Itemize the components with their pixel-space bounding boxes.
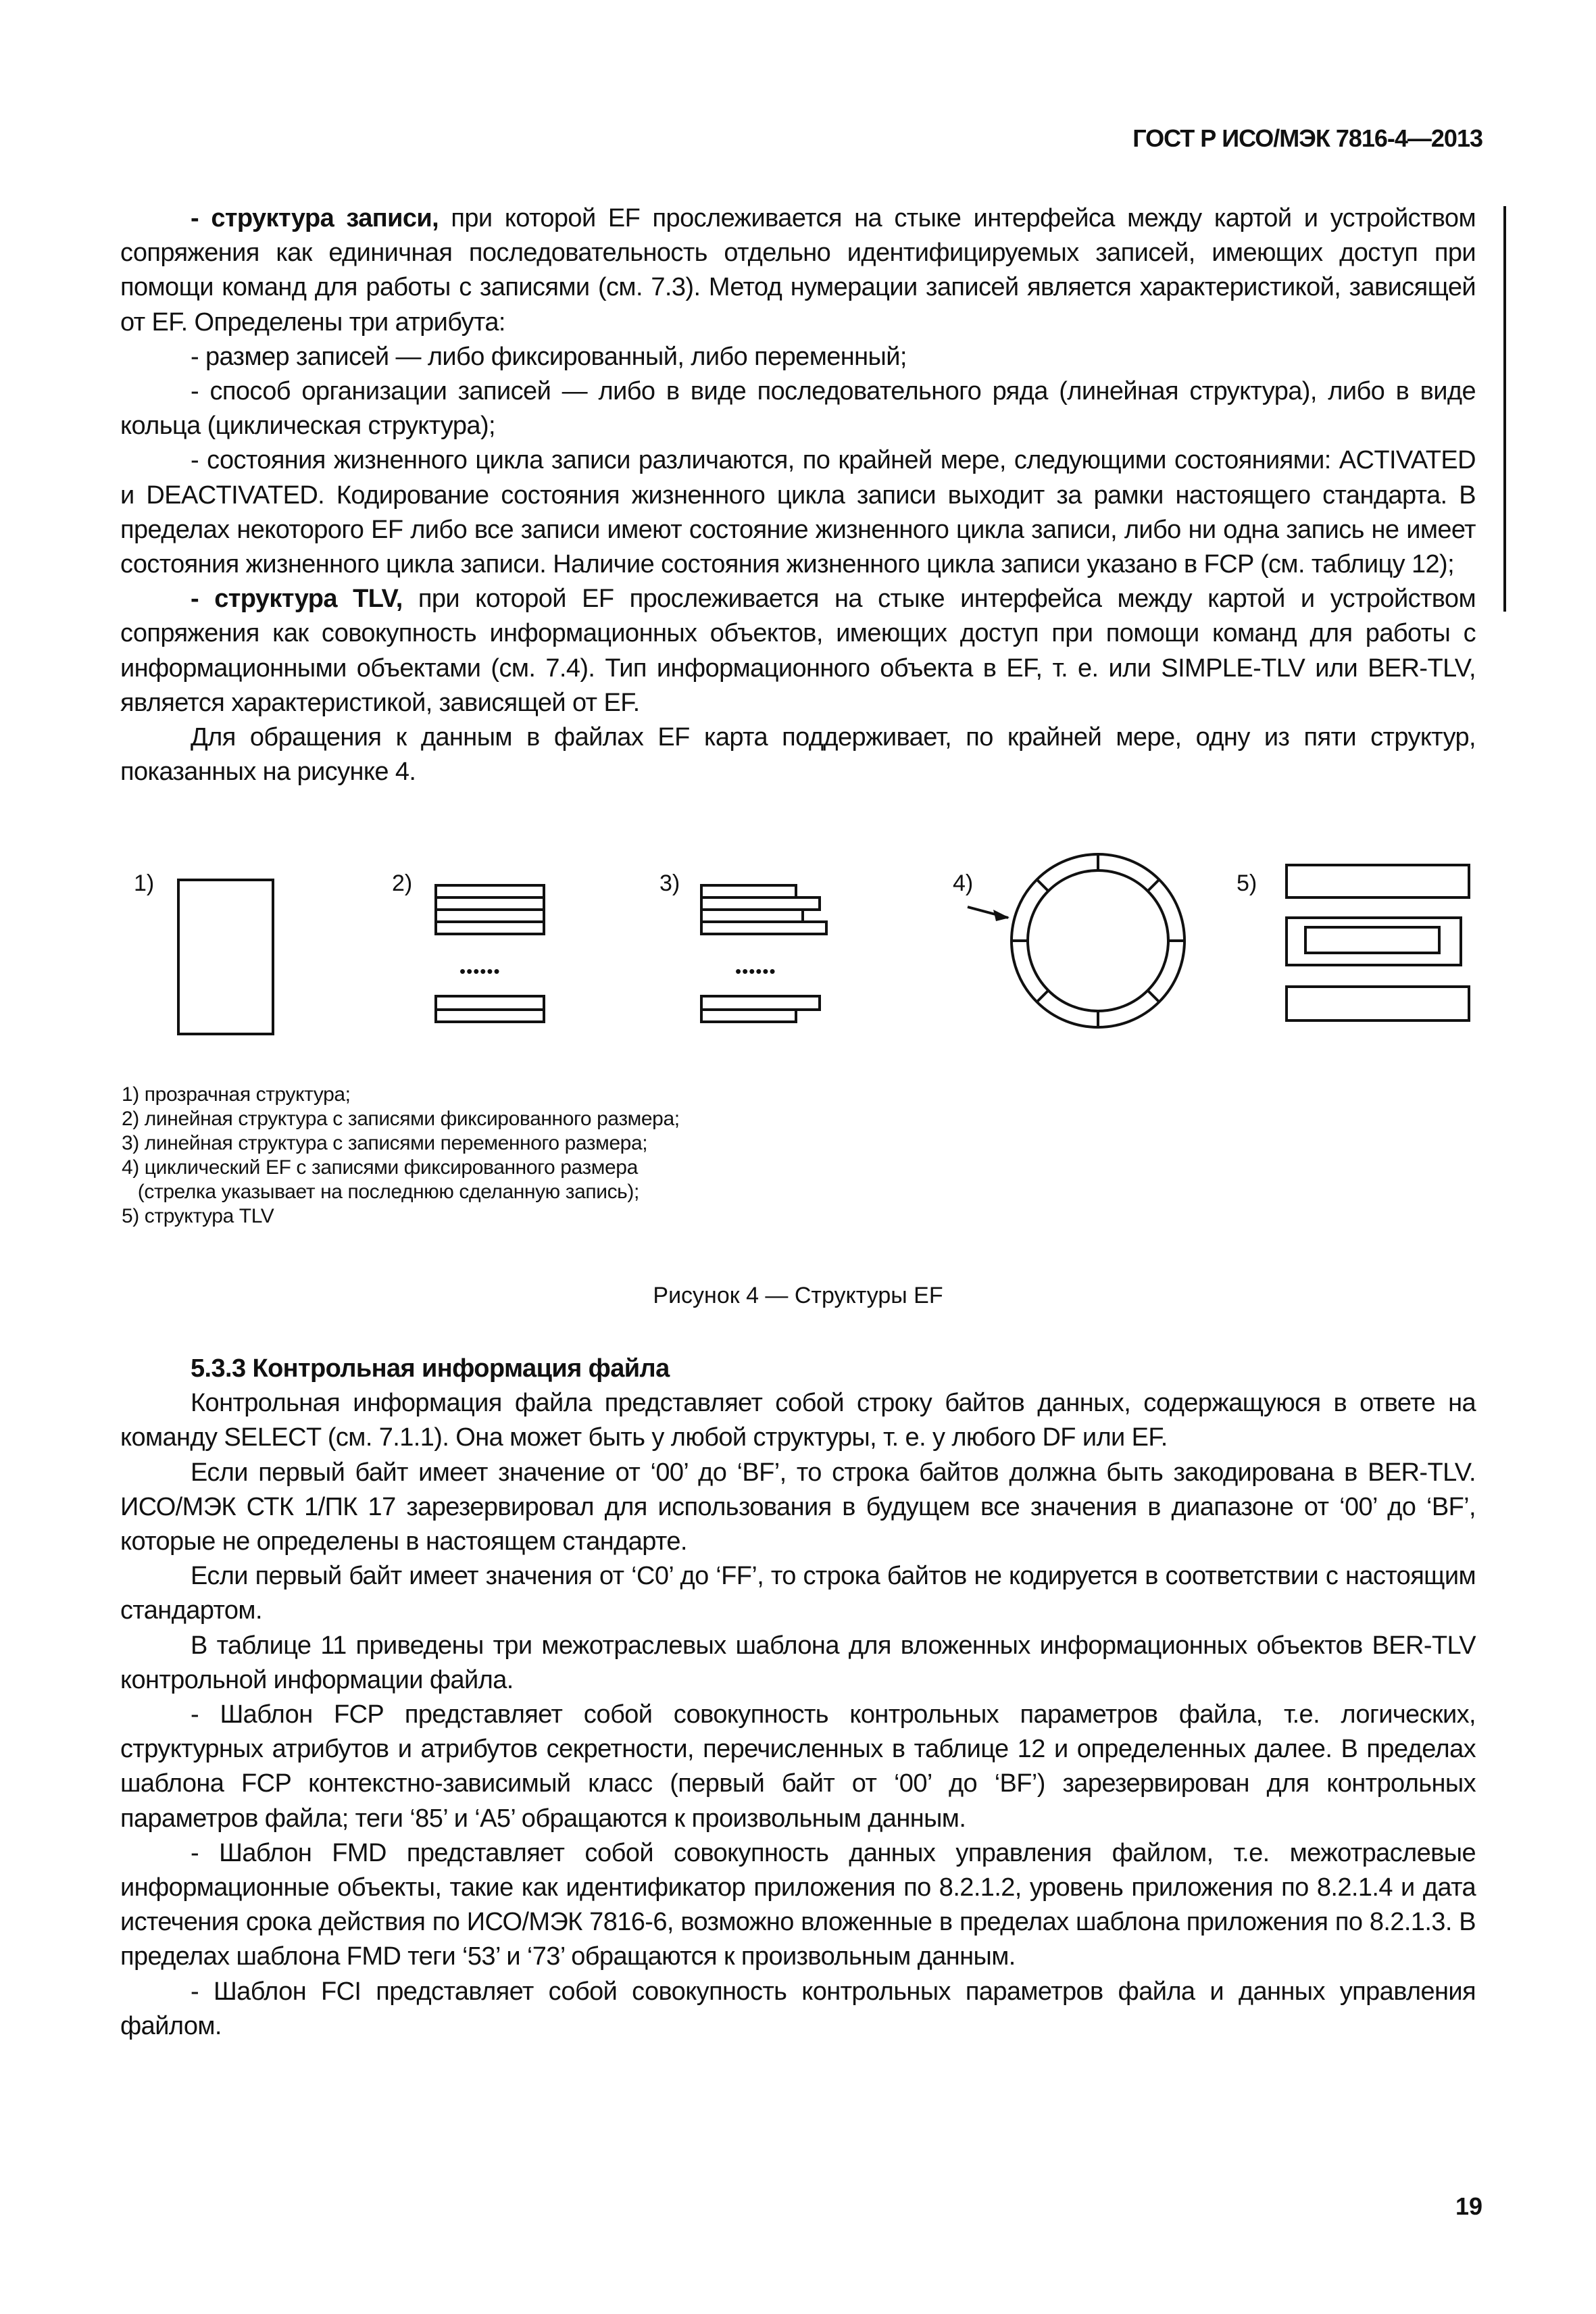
linear-fixed-records (436, 885, 544, 1022)
term-tlv-structure: - структура TLV, (191, 585, 403, 614)
figure-legend (122, 1083, 680, 1229)
legend-item: 5) структура TLV (122, 1205, 274, 1227)
legend-item: 4) циклический EF с записями фиксированного размера (122, 1156, 638, 1179)
paragraph-figure-intro: Для обращения к данным в файлах EF карта поддерживает, по крайней мере, одну из пяти структур, показанных на рисунке 4. (120, 723, 1476, 787)
figure-drawing (115, 852, 1487, 1054)
paragraph-lifecycle: - состояния жизненного цикла записи различаются, по крайней мере, следующими состояниями: ACTIVATED и DEACTIVATED. Кодирование состояния жизненного цикла записи выходит за рамки настоящего стандарта. В пределах некоторого EF либо все записи имеют состояние жизненного цикла записи, либо ни одна запись не имеет состояния жизненного цикла записи. Наличие состояния жизненного цикла записи указано в FCP (см. таблицу 12); (120, 446, 1476, 579)
term-record-structure: - структура записи, (191, 204, 439, 232)
cyclic-records (1012, 854, 1184, 1027)
paragraph: - Шаблон FMD представляет собой совокупность данных управления файлом, т.е. межотраслевые информационные объекты, такие как идентификатор приложения по 8.2.1.2, уровень приложения по 8.2.1.4 и дата истечения срока действия по ИСО/МЭК 7816-6, возможно вложенные в пределах шаблона приложения по 8.2.1.3. В пределах шаблона FMD теги ‘53’ и ‘73’ обращаются к произвольным данным. (120, 1838, 1476, 1971)
paragraph: Если первый байт имеет значения от ‘C0’ до ‘FF’, то строка байтов не кодируется в соответствии с настоящим стандартом. (120, 1562, 1476, 1625)
paragraph-record-organization: - способ организации записей — либо в виде последовательного ряда (линейная структура), либо в виде кольца (циклическая структура); (120, 377, 1476, 441)
body-text-bottom (120, 1352, 1476, 2044)
paragraph: В таблице 11 приведены три межотраслевых шаблона для вложенных информационных объектов BER-TLV контрольной информации файла. (120, 1631, 1476, 1694)
body-text-top (120, 201, 1476, 789)
ellipsis-3: •••••• (735, 961, 776, 981)
paragraph-record-structure (120, 201, 1476, 340)
figure-ef-structures (115, 852, 1487, 1054)
legend-item: 1) прозрачная структура; (122, 1083, 351, 1106)
transparent-structure-box (178, 880, 273, 1034)
label-4: 4) (953, 870, 974, 896)
paragraph: - Шаблон FCI представляет собой совокупность контрольных параметров файла и данных управления файлом. (120, 1977, 1476, 2040)
label-5: 5) (1237, 870, 1257, 896)
document-id-header: ГОСТ Р ИСО/МЭК 7816-4—2013 (1132, 124, 1482, 152)
section-title: 5.3.3 Контрольная информация файла (191, 1354, 670, 1383)
label-1: 1) (134, 870, 155, 896)
linear-variable-records (701, 885, 826, 1022)
change-bar (1503, 206, 1506, 612)
figure-caption: Рисунок 4 — Структуры EF (653, 1283, 943, 1308)
legend-item: 2) линейная структура с записями фиксированного размера; (122, 1108, 680, 1130)
paragraph-tlv-structure (120, 582, 1476, 720)
arrow-head-icon (993, 910, 1009, 921)
paragraph: Контрольная информация файла представляет собой строку байтов данных, содержащуюся в ответе на команду SELECT (см. 7.1.1). Она может быть у любой структуры, т. е. у любого DF или EF. (120, 1389, 1476, 1452)
paragraph-text: при которой EF прослеживается на стыке интерфейса между картой и устройством сопряжения как совокупность информационных объектов, имеющих доступ при помощи команд для работы с информационными объектами (см. 7.4). Тип информационного объекта в EF, т. е. или SIMPLE-TLV или BER-TLV, является характеристикой, зависящей от EF. (120, 585, 1476, 717)
paragraph-text: при которой EF прослеживается на стыке интерфейса между картой и устройством сопряжения как единичная последовательность отдельно идентифицируемых записей, имеющих доступ при помощи команд для работы с записями (см. 7.3). Метод нумерации записей является характеристикой, зависящей от EF. Определены три атрибута: (120, 204, 1476, 337)
label-3: 3) (659, 870, 680, 896)
paragraph: Если первый байт имеет значение от ‘00’ до ‘BF’, то строка байтов должна быть закодирована в BER-TLV. ИСО/МЭК СТК 1/ПК 17 зарезервировал для использования в будущем все значения в диапазоне от ‘00’ до ‘BF’, которые не определены в настоящем стандарте. (120, 1458, 1476, 1556)
ellipsis-2: •••••• (459, 961, 501, 981)
paragraph-record-size: - размер записей — либо фиксированный, либо переменный; (191, 342, 907, 371)
label-2: 2) (392, 870, 413, 896)
paragraph: - Шаблон FCP представляет собой совокупность контрольных параметров файла, т.е. логических, структурных атрибутов и атрибутов секретности, перечисленных в таблице 12 и определенных далее. В пределах шаблона FCP контекстно-зависимый класс (первый байт от ‘00’ до ‘BF’) зарезервирован для контрольных параметров файла; теги ‘85’ и ‘A5’ обращаются к произвольным данным. (120, 1700, 1476, 1833)
page-number: 19 (1455, 2192, 1482, 2220)
legend-item: 3) линейная структура с записями переменного размера; (122, 1132, 648, 1154)
tlv-structure-boxes (1287, 865, 1469, 1020)
legend-item: (стрелка указывает на последнюю сделанную запись); (122, 1181, 639, 1203)
